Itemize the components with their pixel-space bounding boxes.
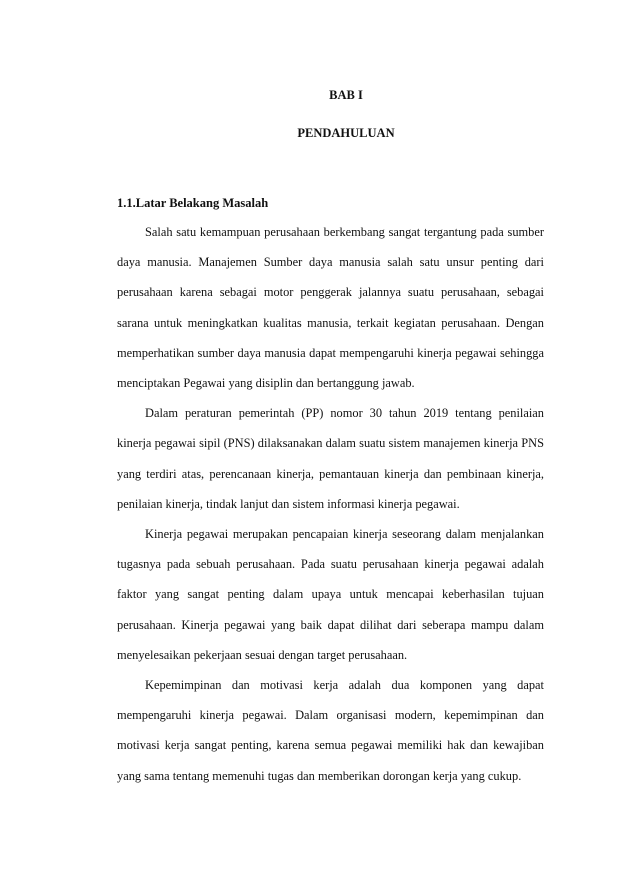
paragraph: Kinerja pegawai merupakan pencapaian kinerja seseorang dalam menjalankan tugasnya pada sebuah perusahaan. Pada suatu perusahaan kinerja pegawai adalah faktor yang sangat penting dalam upaya untuk mencapai keberhasilan tujuan perusahaan. Kinerja pegawai yang baik dapat dilihat dari seberapa mampu dalam menyelesaikan pekerjaan sesuai dengan target perusahaan.	[117, 527, 544, 662]
paragraph: Dalam peraturan pemerintah (PP) nomor 30 tahun 2019 tentang penilaian kinerja pegawai sipil (PNS) dilaksanakan dalam suatu sistem manajemen kinerja PNS yang terdiri atas, perencanaan kinerja, pemantauan kinerja dan pembinaan kinerja, penilaian kinerja, tindak lanjut dan sistem informasi kinerja pegawai.	[117, 406, 544, 511]
chapter-number: BAB I	[329, 88, 363, 102]
paragraph: Salah satu kemampuan perusahaan berkembang sangat tergantung pada sumber daya manusia. Manajemen Sumber daya manusia salah satu unsur penting dari perusahaan karena sebagai motor penggerak jalannya suatu perusahaan, sebagai sarana untuk meningkatkan kualitas manusia, terkait kegiatan perusahaan. Dengan memperhatikan sumber daya manusia dapat mempengaruhi kinerja pegawai sehingga menciptakan Pegawai yang disiplin dan bertanggung jawab.	[117, 225, 544, 391]
section-heading: 1.1.Latar Belakang Masalah	[117, 196, 269, 210]
paragraph: Kepemimpinan dan motivasi kerja adalah dua komponen yang dapat mempengaruhi kinerja pegawai. Dalam organisasi modern, kepemimpinan dan motivasi kerja sangat penting, karena semua pegawai memiliki hak dan kewajiban yang sama tentang memenuhi tugas dan memberikan dorongan kerja yang cukup.	[117, 678, 544, 783]
chapter-title: PENDAHULUAN	[297, 126, 395, 140]
body-text	[117, 217, 544, 791]
